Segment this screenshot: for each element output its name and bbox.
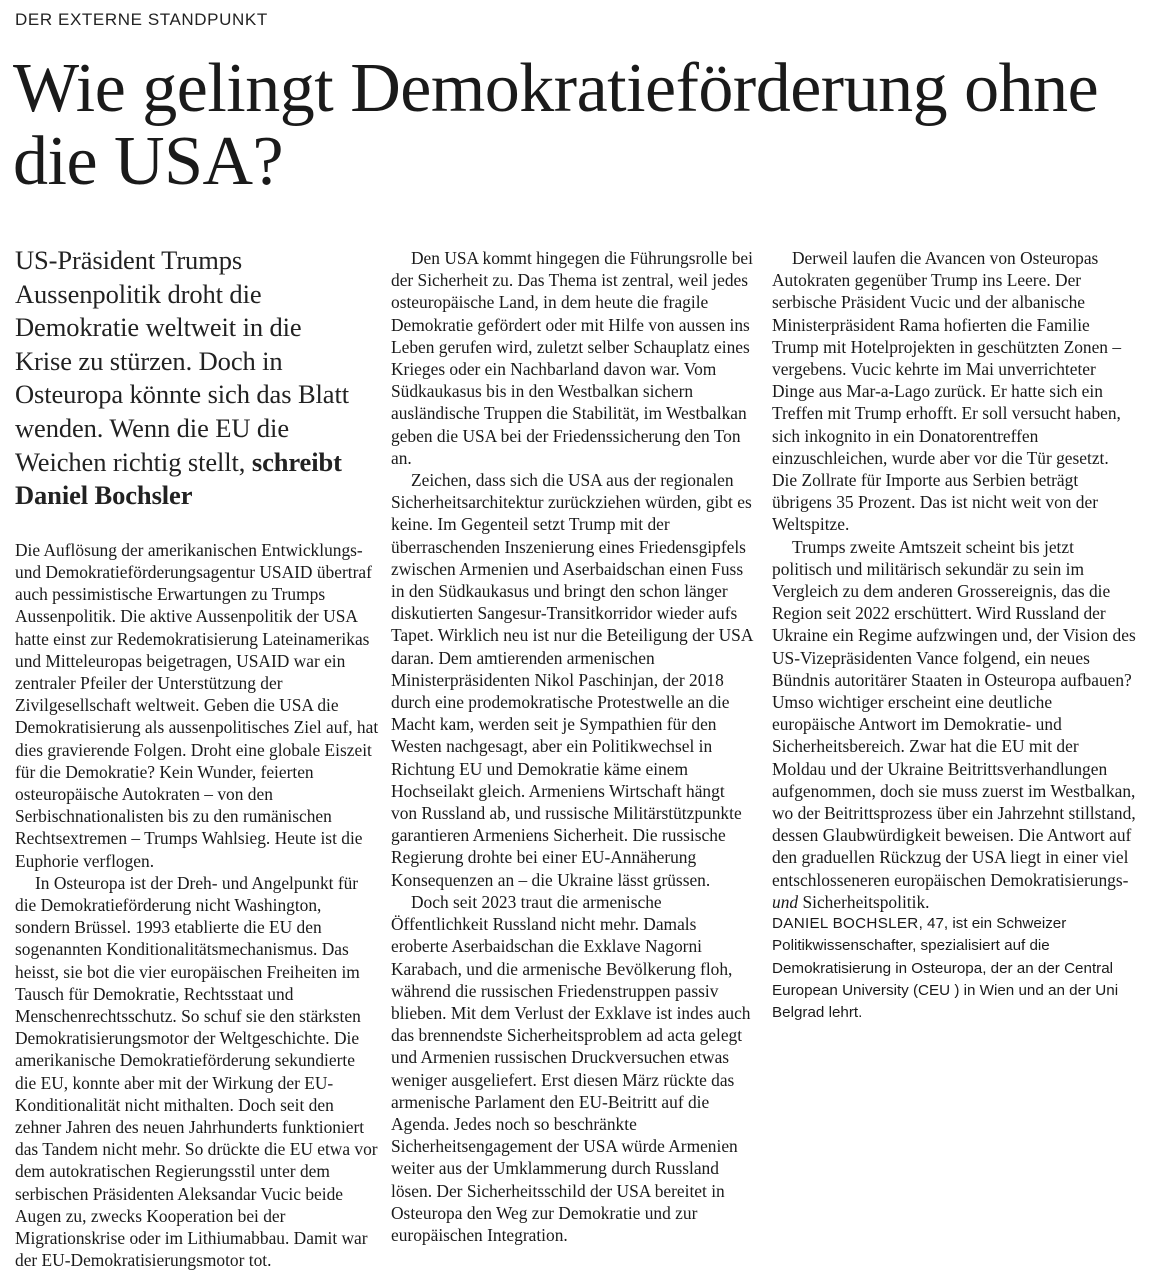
lead-text: US-Präsident Trumps Aussenpolitik droht die Demokratie weltweit in die Krise zu stürzen. Doch in Osteuropa könnte sich das Blatt wenden. Wenn die EU die Weichen richtig stellt,: [15, 245, 349, 477]
body-paragraph-4: Zeichen, dass sich die USA aus der regionalen Sicherheitsarchitektur zurückziehen würden, gibt es keine. Im Gegenteil setzt Trump mit der überraschenden Inszenierung eines Friedensgipfels zwischen Armenien und Aserbaidschan einen Fuss in den Südkaukasus und bringt den schon länger diskutierten Sangesur-Transitkorridor wieder aufs Tapet. Wirklich neu ist nur die Beteiligung der USA daran. Dem amtierenden armenischen Ministerpräsidenten Nikol Paschinjan, der 2018 durch eine prodemokratische Protestwelle an die Macht kam, werden seit je Sympathien für den Westen nachgesagt, aber ein Politikwechsel in Richtung EU und Demokratie käme einem Hochseilakt gleich. Armeniens Wirtschaft hängt von Russland ab, und russische Militärstützpunkte garantieren Armeniens Sicherheit. Die russische Regierung drohte bei einer EU-Annäherung Konsequenzen an – die Ukraine lässt grüssen.: [391, 470, 753, 890]
column-2: [391, 247, 755, 1245]
body-paragraph-7: [772, 536, 1136, 913]
column-1: [15, 244, 380, 1271]
section-kicker: DER EXTERNE STANDPUNKT: [15, 10, 268, 29]
author-bio: [772, 913, 1136, 1024]
lead-paragraph: [15, 244, 365, 513]
body-paragraph-2: In Osteuropa ist der Dreh- und Angelpunkt für die Demokratieförderung nicht Washington, sondern Brüssel. 1993 etablierte die EU den sogenannten Konditionalitätsmechanismus. Das heisst, sie bot die vier europäischen Freiheiten im Tausch für Demokratie, Rechtsstaat und Menschenrechtsschutz. So schuf sie den stärksten Demokratisierungsmotor der Weltgeschichte. Die amerikanische Demokratieförderung sekundierte die EU, konnte aber mit der Wirkung der EU-Konditionalität nicht mithalten. Doch seit den zehner Jahren des neuen Jahrhunderts funktioniert das Tandem nicht mehr. So drückte die EU etwa vor dem autokratischen Regierungsstil unter dem serbischen Präsidenten Aleksandar Vucic beide Augen zu, zwecks Kooperation bei der Migrationskrise oder im Lithiumabbau. Damit war der EU-Demokratisierungsmotor tot.: [15, 872, 378, 1271]
paragraph-7-italic: und: [772, 891, 799, 912]
body-paragraph-6: Derweil laufen die Avancen von Osteuropas Autokraten gegenüber Trump ins Leere. Der serbische Präsident Vucic und der albanische Ministerpräsident Rama hofierten die Familie Trump mit Hotelprojekten in geschützten Zonen – vergebens. Vucic kehrte im Mai unverrichteter Dinge aus Mar-a-Lago zurück. Er hatte sich ein Treffen mit Trump erhofft. Er soll versucht haben, sich inkognito in ein Donatorentreffen einzuschleichen, wurde aber vor die Tür gesetzt. Die Zollrate für Importe aus Serbien beträgt übrigens 35 Prozent. Das ist nicht weit von der Weltspitze.: [772, 248, 1122, 535]
body-paragraph-5: Doch seit 2023 traut die armenische Öffentlichkeit Russland nicht mehr. Damals eroberte Aserbaidschan die Exklave Nagorni Karabach, und die armenische Bevölkerung floh, während die russischen Friedenstruppen passiv blieben. Mit dem Verlust der Exklave ist indes auch das brennendste Sicherheitsproblem ad acta gelegt und Armenien russischen Druckversuchen etwas weniger ausgeliefert. Erst diesen März rückte das armenische Parlament den EU-Beitritt auf die Agenda. Jedes noch so beschränkte Sicherheitsengagement der USA würde Armenien weiter aus der Umklammerung durch Russland lösen. Der Sicherheitsschild der USA bereitet in Osteuropa den Weg zur Demokratie und zur europäischen Integration.: [391, 891, 751, 1245]
body-paragraph-3: Den USA kommt hingegen die Führungsrolle bei der Sicherheit zu. Das Thema ist zentral, weil jedes osteuropäische Land, in dem heute die fragile Demokratie gefördert oder mit Hilfe von aussen ins Leben gerufen wird, zuletzt selber Schauplatz eines Krieges oder ein Nachbarland davon war. Vom Südkaukasus bis in den Westbalkan sichern ausländische Truppen die Stabilität, im Westbalkan geben die USA bei der Friedenssicherung den Ton an.: [391, 248, 753, 468]
paragraph-7-end: Sicherheitspolitik.: [802, 891, 930, 912]
body-paragraph-1: Die Auflösung der amerikanischen Entwicklungs- und Demokratieförderungsagentur USAID übertraf auch pessimistische Erwartungen zu Trumps Aussenpolitik. Die aktive Aussenpolitik der USA hatte einst zur Redemokratisierung Lateinamerikas und Mitteleuropas beigetragen, USAID war ein zentraler Pfeiler der Unterstützung der Zivilgesellschaft weltweit. Geben die USA die Demokratisierung als aussenpolitisches Ziel auf, hat dies gravierende Folgen. Droht eine globale Eiszeit für die Demokratie? Kein Wunder, feierten osteuropäische Autokraten – von den Serbischnationalisten bis zu den rumänischen Rechtsextremen – Trumps Wahlsieg. Heute ist die Euphorie verflogen.: [15, 539, 379, 871]
author-bio-text: , 47, ist ein Schweizer Politikwissenschafter, spezialisiert auf die Demokratisierung in Osteuropa, der an der Central European University (CEU ) in Wien und an der Uni Belgrad lehrt.: [772, 915, 1119, 1021]
author-bio-name: DANIEL BOCHSLER: [772, 915, 919, 933]
paragraph-7-text: Trumps zweite Amtszeit scheint bis jetzt politisch und militärisch sekundär zu sein im Vergleich zu dem anderen Grossereignis, das die Region seit 2022 erschüttert. Wird Russland der Ukraine ein Regime aufzwingen und, der Vision des US-Vizepräsidenten Vance folgend, ein neues Bündnis autoritärer Staaten in Osteuropa aufbauen? Umso wichtiger erscheint eine deutliche europäische Antwort im Demokratie- und Sicherheitsbereich. Zwar hat die EU mit der Moldau und der Ukraine Beitrittsverhandlungen aufgenommen, doch sie muss zuerst im Westbalkan, wo der Beitrittsprozess über ein Jahrzehnt stillstand, dessen Glaubwürdigkeit beweisen. Die Antwort auf den graduellen Rückzug der USA liegt in einer viel entschlosseneren europäischen Demokratisierungs-: [772, 536, 1136, 890]
lead-byline: schreibt Daniel Bochsler: [15, 446, 342, 511]
article-headline: Wie gelingt Demokratieförderung ohne die USA?: [13, 50, 1099, 200]
lead-block: [15, 244, 365, 513]
column-3: [772, 247, 1136, 1024]
